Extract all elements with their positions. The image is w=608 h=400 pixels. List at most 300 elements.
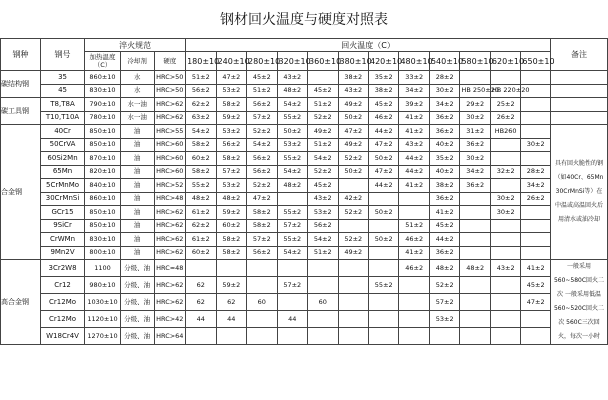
temper-hardness-cell: 36±2 [429,192,459,206]
temper-hardness-cell [490,138,520,152]
temper-hardness-cell [521,71,551,85]
temper-hardness-cell: 48±2 [186,192,216,206]
grade-cell: 45 [40,84,84,98]
temper-hardness-cell: 43±2 [277,71,307,85]
hardness-cell: HRC>64 [154,328,186,345]
temper-hardness-cell: 46±2 [399,233,429,247]
temper-hardness-cell: 56±2 [247,165,277,179]
temper-hardness-cell [399,192,429,206]
temper-hardness-cell: 29±2 [460,98,490,112]
temper-hardness-cell: 45±2 [308,84,338,98]
temper-hardness-cell: 41±2 [399,179,429,193]
coolant-cell: 油 [120,246,154,260]
temper-hardness-cell: 47±2 [368,138,398,152]
temper-hardness-cell [490,179,520,193]
temper-hardness-cell: 56±2 [247,98,277,112]
temper-hardness-cell [399,277,429,294]
temper-hardness-cell: 51±2 [308,98,338,112]
temper-hardness-cell [186,328,216,345]
temper-hardness-cell [490,219,520,233]
temper-hardness-cell: 60±2 [216,219,246,233]
temper-hardness-cell [247,311,277,328]
grade-cell: CrWMn [40,233,84,247]
table-row [1,246,608,260]
temper-hardness-cell: 34±2 [460,165,490,179]
hardness-cell: HRC>62 [154,219,186,233]
temper-hardness-cell: 36±2 [429,246,459,260]
temper-hardness-cell [490,311,520,328]
temper-hardness-cell [490,246,520,260]
temper-hardness-cell [308,277,338,294]
header-note: 备注 [551,39,608,71]
temper-hardness-cell: 36±2 [429,111,459,125]
temper-hardness-cell: 52±2 [338,233,368,247]
temper-hardness-cell [429,328,459,345]
temper-hardness-cell [338,179,368,193]
table-row [1,192,608,206]
coolant-cell: 水 [120,71,154,85]
header-temp-1: 240±10 [216,52,246,71]
temper-hardness-cell: 62 [186,277,216,294]
temper-hardness-cell: 58±2 [247,219,277,233]
temper-hardness-cell: 60±2 [186,246,216,260]
table-row [1,179,608,193]
temper-hardness-cell: 45±2 [308,179,338,193]
temper-hardness-cell: 48±2 [216,192,246,206]
temper-hardness-cell: 48±2 [277,179,307,193]
note-cell-empty [551,98,608,112]
grade-cell: T8,T8A [40,98,84,112]
grade-cell: Cr12Mo [40,311,84,328]
coolant-cell: 分级、油 [120,294,154,311]
table-row [1,294,608,311]
hardness-cell: HRC>62 [154,246,186,260]
temper-hardness-cell: 51±2 [186,71,216,85]
temper-hardness-cell: 44±2 [368,179,398,193]
note-cell-empty [551,111,608,125]
temper-hardness-cell [460,71,490,85]
temper-hardness-cell: 62±2 [186,219,216,233]
hardness-cell: HRC>50 [154,71,186,85]
temper-hardness-cell [308,71,338,85]
temper-hardness-cell: 54±2 [277,165,307,179]
temper-hardness-cell: 44±2 [429,233,459,247]
hardness-cell: HRC>48 [154,192,186,206]
temper-hardness-cell: 30±2 [521,138,551,152]
temper-hardness-cell: 44±2 [399,152,429,166]
temper-hardness-cell [277,260,307,277]
temper-hardness-cell [460,233,490,247]
temper-hardness-cell [399,206,429,220]
note-cell: 一般采用560~580C回火二次 一般采用低温560~520C回火二次 560C三次回火，每次一小时 [551,260,608,345]
document-title: 钢材回火温度与硬度对照表 [220,12,388,28]
coolant-cell: 油 [120,219,154,233]
temper-hardness-cell: 28±2 [429,71,459,85]
temper-hardness-cell: 51±2 [308,138,338,152]
temper-hardness-cell: 34±2 [399,84,429,98]
note-cell-empty [551,71,608,85]
temper-hardness-cell: 50±2 [368,233,398,247]
temper-hardness-cell: 45±2 [368,98,398,112]
grade-cell: 50CrVA [40,138,84,152]
grade-cell: GCr15 [40,206,84,220]
temper-hardness-cell: 46±2 [399,260,429,277]
table-row [1,206,608,220]
temper-hardness-cell [368,246,398,260]
coolant-cell: 分级、油 [120,260,154,277]
temper-hardness-cell: 32±2 [490,165,520,179]
grade-cell: 9Mn2V [40,246,84,260]
temper-hardness-cell: 55±2 [277,233,307,247]
heating-temp-cell: 870±10 [85,152,121,166]
temper-hardness-cell [490,277,520,294]
temper-hardness-cell: 53±2 [277,138,307,152]
temper-hardness-cell [186,260,216,277]
hardness-cell: HRC>55 [154,125,186,139]
temper-hardness-cell [338,311,368,328]
table-row [1,84,608,98]
temper-hardness-cell [490,71,520,85]
temper-hardness-cell [490,328,520,345]
temper-hardness-cell [521,152,551,166]
temper-hardness-cell: 57±2 [247,233,277,247]
temper-hardness-cell [521,328,551,345]
temper-hardness-cell: 62 [216,294,246,311]
temper-hardness-cell [368,260,398,277]
temper-hardness-cell [399,294,429,311]
heating-temp-cell: 850±10 [85,125,121,139]
temper-hardness-cell: 50±2 [338,165,368,179]
temper-hardness-cell: 40±2 [429,165,459,179]
temper-hardness-cell: 60 [308,294,338,311]
temper-hardness-cell: 47±2 [338,125,368,139]
hardness-cell: HRC>50 [154,84,186,98]
header-hardness: 硬度 [154,52,186,71]
coolant-cell: 油 [120,165,154,179]
temper-hardness-cell: 48±2 [460,260,490,277]
table-body [1,71,608,345]
temper-hardness-cell: 55±2 [277,206,307,220]
grade-cell: 5CrMnMo [40,179,84,193]
header-temp-2: 280±10 [247,52,277,71]
grade-cell: T10,T10A [40,111,84,125]
coolant-cell: 水一油 [120,111,154,125]
header-temp-11: 650±10 [521,52,551,71]
temper-hardness-cell [399,311,429,328]
coolant-cell: 油 [120,233,154,247]
heating-temp-cell: 1120±10 [85,311,121,328]
temper-hardness-cell: 58±2 [216,98,246,112]
temper-hardness-cell [460,294,490,311]
coolant-cell: 油 [120,192,154,206]
heating-temp-cell: 1100 [85,260,121,277]
temper-hardness-cell: 48±2 [429,260,459,277]
temper-hardness-cell: 43±2 [490,260,520,277]
temper-hardness-cell: 52±2 [247,125,277,139]
temper-hardness-cell: 62 [186,294,216,311]
category-cell: 合金钢 [1,125,41,260]
temper-hardness-cell: 55±2 [277,152,307,166]
heating-temp-cell: 790±10 [85,98,121,112]
header-temp-4: 360±10 [308,52,338,71]
temper-hardness-cell: 41±2 [521,260,551,277]
temper-hardness-cell: 54±2 [277,246,307,260]
temper-hardness-cell: 56±2 [247,152,277,166]
temper-hardness-cell: 43±2 [338,84,368,98]
temper-hardness-cell [308,260,338,277]
heating-temp-cell: 800±10 [85,246,121,260]
temper-hardness-cell [460,277,490,294]
temper-hardness-cell: 30±2 [460,111,490,125]
temper-hardness-cell: 41±2 [429,206,459,220]
category-cell: 高合金钢 [1,260,41,345]
temper-hardness-cell: 39±2 [399,98,429,112]
temper-hardness-cell: 53±2 [216,179,246,193]
temper-hardness-cell: 58±2 [186,138,216,152]
temper-hardness-cell: 55±2 [186,179,216,193]
temper-hardness-cell: 49±2 [338,98,368,112]
heating-temp-cell: 1270±10 [85,328,121,345]
temper-hardness-cell: 30±2 [490,206,520,220]
hardness-cell: HRC>62 [154,206,186,220]
grade-cell: 60Si2Mn [40,152,84,166]
temper-hardness-cell: 54±2 [247,138,277,152]
header-temp-10: 620±10 [490,52,520,71]
temper-hardness-cell: 43±2 [399,138,429,152]
table-row [1,311,608,328]
temper-hardness-cell [521,219,551,233]
table-row [1,328,608,345]
temper-hardness-cell [368,328,398,345]
temper-hardness-cell: 53±2 [308,206,338,220]
temper-hardness-cell: 53±2 [216,84,246,98]
temper-hardness-cell: 58±2 [216,233,246,247]
grade-cell: 30CrMnSi [40,192,84,206]
temper-hardness-cell [308,311,338,328]
temper-hardness-cell [277,294,307,311]
temper-hardness-cell [521,125,551,139]
hardness-cell: HRC>62 [154,277,186,294]
temper-hardness-cell: HB 220±20 [490,84,520,98]
table-header [1,39,608,71]
table-row [1,233,608,247]
table-row [1,152,608,166]
temper-hardness-cell: 51±2 [399,219,429,233]
temper-hardness-cell [247,260,277,277]
temper-hardness-cell: 30±2 [490,192,520,206]
header-temp-9: 580±10 [460,52,490,71]
temper-hardness-cell: 44±2 [368,125,398,139]
header-temp-3: 320±10 [277,52,307,71]
grade-cell: Cr12 [40,277,84,294]
temper-hardness-cell [521,111,551,125]
header-steel-type: 钢种 [1,39,41,71]
table-row [1,219,608,233]
temper-hardness-cell: 31±2 [460,125,490,139]
temper-hardness-cell: 57±2 [247,111,277,125]
temper-hardness-cell [277,328,307,345]
temper-hardness-cell: 44 [186,311,216,328]
temper-hardness-cell: 43±2 [308,192,338,206]
hardness-cell: HRC>52 [154,179,186,193]
temper-hardness-cell: 44±2 [399,165,429,179]
coolant-cell: 水 [120,84,154,98]
temper-hardness-cell: 25±2 [490,98,520,112]
hardness-cell: HRC>62 [154,111,186,125]
temper-hardness-cell [399,328,429,345]
temper-hardness-cell: 45±2 [429,219,459,233]
temper-hardness-cell [338,328,368,345]
temper-hardness-cell [460,246,490,260]
temper-hardness-cell: 38±2 [429,179,459,193]
temper-hardness-cell: 36±2 [460,138,490,152]
temper-hardness-cell [368,294,398,311]
temper-hardness-cell [368,311,398,328]
temper-hardness-cell: 44 [216,311,246,328]
hardness-table [0,38,608,345]
temper-hardness-cell: 54±2 [308,233,338,247]
coolant-cell: 油 [120,138,154,152]
temper-hardness-cell: 50±2 [368,206,398,220]
temper-hardness-cell: 34±2 [429,98,459,112]
temper-hardness-cell [490,152,520,166]
table-row [1,125,608,139]
temper-hardness-cell: 56±2 [216,138,246,152]
heating-temp-cell: 840±10 [85,179,121,193]
temper-hardness-cell: 51±2 [247,84,277,98]
temper-hardness-cell [277,192,307,206]
table-row [1,260,608,277]
temper-hardness-cell: HB260 [490,125,520,139]
grade-cell: 9SiCr [40,219,84,233]
note-cell-empty [551,84,608,98]
temper-hardness-cell: 58±2 [247,206,277,220]
heating-temp-cell: 830±10 [85,233,121,247]
header-temp-6: 420±10 [368,52,398,71]
temper-hardness-cell: 42±2 [338,192,368,206]
category-cell: 碳工具钢 [1,98,41,125]
temper-hardness-cell [460,206,490,220]
heating-temp-cell: 850±10 [85,206,121,220]
temper-hardness-cell: 63±2 [186,111,216,125]
temper-hardness-cell: 33±2 [399,71,429,85]
temper-hardness-cell: 52±2 [247,179,277,193]
temper-hardness-cell [521,246,551,260]
temper-hardness-cell: 59±2 [216,277,246,294]
temper-hardness-cell: 49±2 [308,125,338,139]
temper-hardness-cell [338,294,368,311]
header-quench: 淬火规范 [85,39,186,52]
grade-cell: Cr12Mo [40,294,84,311]
hardness-cell: HRC≈48 [154,260,186,277]
temper-hardness-cell: 52±2 [308,111,338,125]
temper-hardness-cell: 53±2 [216,125,246,139]
temper-hardness-cell: 56±2 [308,219,338,233]
grade-cell: 40Cr [40,125,84,139]
temper-hardness-cell: 41±2 [399,111,429,125]
temper-hardness-cell: 59±2 [216,206,246,220]
heating-temp-cell: 850±10 [85,138,121,152]
table-row [1,165,608,179]
temper-hardness-cell [521,206,551,220]
hardness-cell: HRC>60 [154,152,186,166]
header-coolant: 冷却剂 [120,52,154,71]
temper-hardness-cell: 41±2 [399,246,429,260]
temper-hardness-cell [308,328,338,345]
temper-hardness-cell: 48±2 [277,84,307,98]
temper-hardness-cell: 58±2 [186,165,216,179]
heating-temp-cell: 850±10 [85,219,121,233]
header-temper-temperature: 回火温度（C） [186,39,551,52]
temper-hardness-cell: 36±2 [429,125,459,139]
temper-hardness-cell: 52±2 [338,152,368,166]
temper-hardness-cell [368,219,398,233]
temper-hardness-cell: 49±2 [338,138,368,152]
temper-hardness-cell [460,311,490,328]
temper-hardness-cell: 38±2 [368,84,398,98]
header-grade: 钢号 [40,39,84,71]
coolant-cell: 分级、油 [120,311,154,328]
temper-hardness-cell: 50±2 [338,111,368,125]
temper-hardness-cell: 56±2 [186,84,216,98]
hardness-cell: HRC>62 [154,294,186,311]
temper-hardness-cell: 51±2 [308,246,338,260]
temper-hardness-cell [216,328,246,345]
temper-hardness-cell [460,328,490,345]
temper-hardness-cell [460,219,490,233]
temper-hardness-cell: 50±2 [368,152,398,166]
temper-hardness-cell: 38±2 [338,71,368,85]
temper-hardness-cell: 30±2 [460,152,490,166]
temper-hardness-cell: 45±2 [521,277,551,294]
temper-hardness-cell: 56±2 [247,246,277,260]
temper-hardness-cell: 53±2 [429,311,459,328]
temper-hardness-cell: 52±2 [429,277,459,294]
temper-hardness-cell [460,192,490,206]
temper-hardness-cell: 28±2 [521,165,551,179]
header-temp-7: 480±10 [399,52,429,71]
header-heating-temp: 加热温度（C） [85,52,121,71]
temper-hardness-cell [247,277,277,294]
temper-hardness-cell [247,328,277,345]
temper-hardness-cell: 41±2 [399,125,429,139]
temper-hardness-cell: 58±2 [216,246,246,260]
heating-temp-cell: 860±10 [85,71,121,85]
coolant-cell: 油 [120,125,154,139]
hardness-cell: HRC>60 [154,138,186,152]
temper-hardness-cell [521,233,551,247]
coolant-cell: 分级、油 [120,328,154,345]
temper-hardness-cell: 47±2 [368,165,398,179]
temper-hardness-cell: 49±2 [338,246,368,260]
temper-hardness-cell: 35±2 [429,152,459,166]
temper-hardness-cell: 55±2 [277,111,307,125]
grade-cell: 35 [40,71,84,85]
temper-hardness-cell: HB 250±20 [460,84,490,98]
temper-hardness-cell: 57±2 [277,277,307,294]
temper-hardness-cell [338,219,368,233]
temper-hardness-cell: 34±2 [521,179,551,193]
heating-temp-cell: 860±10 [85,192,121,206]
temper-hardness-cell: 59±2 [216,111,246,125]
temper-hardness-cell: 55±2 [368,277,398,294]
temper-hardness-cell: 47±2 [247,192,277,206]
coolant-cell: 油 [120,179,154,193]
temper-hardness-cell: 62±2 [186,98,216,112]
temper-hardness-cell: 52±2 [338,206,368,220]
table-row [1,98,608,112]
temper-hardness-cell [368,192,398,206]
